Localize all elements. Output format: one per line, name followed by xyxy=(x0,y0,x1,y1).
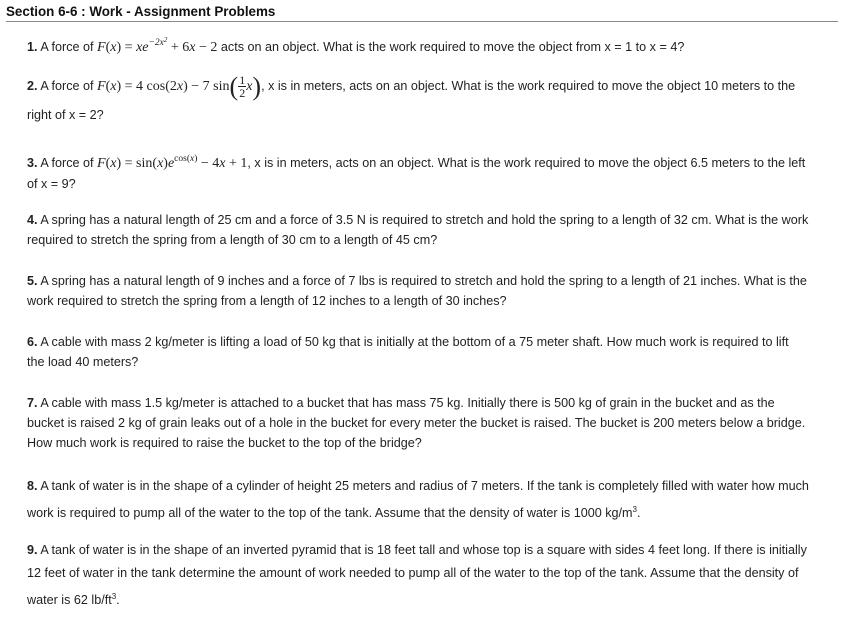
problem-pre: A force of xyxy=(40,156,94,170)
problem-pre: A force of xyxy=(40,40,94,54)
problem-pre: A force of xyxy=(40,79,94,93)
problem-3 xyxy=(27,149,809,194)
problem-number: 7. xyxy=(27,396,38,410)
problem-6 xyxy=(27,332,809,372)
problem-formula: $F(x) = \sin(x)e^{cos(x)} - 4x + 1$ xyxy=(97,154,248,171)
problem-end: . xyxy=(636,506,641,520)
problem-formula: $F(x) = xe^{-2x^2} + 6x - 2$ xyxy=(97,36,218,55)
problem-end: . xyxy=(116,593,120,607)
problem-number: 1. xyxy=(27,40,38,54)
unit-exponent: 3 xyxy=(111,592,117,601)
problem-number: 9. xyxy=(27,543,38,557)
problem-text: A tank of water is in the shape of a cylinder of height 25 meters and radius of 7 meters. If the tank is completely filled with water how much work is required to pump all of the water to the top of the tank. Assume that the density of water is 1000 kg/m xyxy=(27,479,809,520)
problem-1 xyxy=(27,30,809,58)
problem-formula: F(x) = 4 cos(2x) − 7 sin( $\frac{1}{2}$ x) xyxy=(97,72,262,102)
section-title: Section 6-6 : Work - Assignment Problems xyxy=(6,4,838,22)
problem-text: A cable with mass 1.5 kg/meter is attached to a bucket that has mass 75 kg. Initially there is 500 kg of grain in the bucket and as the bucket is raised 2 kg of grain leaks out of a hole in the bucket for every meter the bucket is raised. The bucket is 200 meters below a bridge. How much work is required to raise the bucket to the top of the bridge? xyxy=(27,396,806,450)
problem-7 xyxy=(27,393,809,453)
problem-number: 5. xyxy=(27,274,38,288)
problem-4 xyxy=(27,210,809,250)
problem-number: 3. xyxy=(27,156,38,170)
problem-post: acts on an object. What is the work required to move the object from x = 1 to x = 4? xyxy=(220,40,685,54)
problem-post: , x is in meters, acts on an object. What is the work required to move the object 6.5 meters to the left of x = 9? xyxy=(27,156,806,191)
problem-post: , x is in meters, acts on an object. What is the work required to move the object 10 meters to the right of x = 2? xyxy=(27,79,796,123)
problem-number: 8. xyxy=(27,479,38,493)
problem-8 xyxy=(27,474,809,525)
problem-number: 2. xyxy=(27,79,38,93)
problem-5 xyxy=(27,271,809,311)
problem-text: A spring has a natural length of 9 inches and a force of 7 lbs is required to stretch and hold the spring to a length of 21 inches. What is the work required to stretch the spring from a length of 12 inches to a length of 30 inches? xyxy=(27,274,807,308)
problem-text: A cable with mass 2 kg/meter is lifting a load of 50 kg that is initially at the bottom of a 75 meter shaft. How much work is required to lift the load 40 meters? xyxy=(27,335,789,369)
problem-text: A tank of water is in the shape of an inverted pyramid that is 18 feet tall and whose top is a square with sides 4 feet long. If there is initially 12 feet of water in the tank determine the amount of work needed to pump all of the water to the top of the tank. Assume that the density of water is 62 lb/ft xyxy=(27,543,807,607)
problem-number: 6. xyxy=(27,335,38,349)
unit-exponent: 3 xyxy=(632,505,637,514)
problem-2 xyxy=(27,72,809,130)
problem-9 xyxy=(27,539,809,612)
problem-number: 4. xyxy=(27,213,38,227)
problem-text: A spring has a natural length of 25 cm and a force of 3.5 N is required to stretch and hold the spring to a length of 32 cm. What is the work required to stretch the spring from a length of 30 cm to a length of 45 cm? xyxy=(27,213,809,247)
